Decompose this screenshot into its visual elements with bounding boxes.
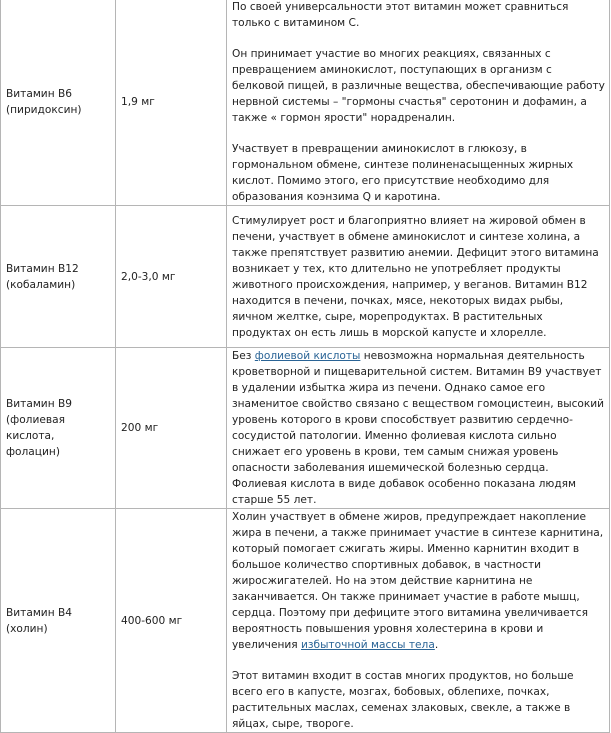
description-cell: [227, 348, 610, 509]
vitamin-name: Витамин В6: [6, 88, 72, 100]
table-row: [1, 0, 610, 206]
vitamin-name: Витамин В9: [6, 398, 72, 410]
excess-weight-link[interactable]: избыточной массы тела: [301, 639, 435, 651]
vitamin-dose: 2,0-3,0 мг: [121, 270, 176, 283]
table-row: [1, 348, 610, 509]
vitamin-name-cell: [1, 348, 116, 509]
description-paragraph: Стимулирует рост и благоприятно влияет на жировой обмен в печени, участвует в обмене аминокислот и синтезе холина, а также препятствует развитию анемии. Дефицит этого витамина возникает у тех, кто длительно не употребляет продукты животного происхождения, например, у веганов. Витамин В12 находится в печени, почках, мясе, некоторых видах рыбы, яичном желтке, сыре, морепродуктах. В растительных продуктах он есть лишь в морской капусте и хлорелле.: [232, 214, 599, 339]
vitamin-alt-name: (кобаламин): [6, 278, 76, 291]
vitamin-name: Витамин В4 (холин): [6, 606, 72, 635]
text-segment: .: [434, 639, 439, 651]
text-segment: Холин участвует в обмене жиров, предупреждает накопление жира в печени, а также принимает участие в синтезе карнитина, который помогает сжигать жиры. Именно карнитин входит в большое количество спортивных добавок, в частности жиросжигателей. Но на этом действие карнитина не заканчивается. Он также принимает участие в работе мышц, сердца. Поэтому при дефиците этого витамина увеличивается вероятность повышения уровня холестерина в крови и увеличения: [232, 511, 604, 651]
vitamin-dose: 1,9 мг: [121, 96, 155, 108]
vitamin-dose: 400-600 мг: [121, 614, 183, 627]
vitamin-alt-name: (фолиевая кислота, фолацин): [6, 414, 65, 458]
description-paragraph: [232, 509, 605, 653]
description-paragraph: Участвует в превращении аминокислот в глюкозу, в гормональном обмене, синтезе полиненасыщенных жирных кислот. Помимо этого, его присутствие необходимо для образования коэнзима Q и каротина.: [232, 143, 574, 203]
description-cell: [227, 206, 610, 348]
dose-cell: [116, 0, 227, 206]
folic-acid-link[interactable]: фолиевой кислоты: [254, 350, 361, 362]
table-row: [1, 509, 610, 733]
vitamin-name-cell: [1, 0, 116, 206]
vitamin-dose: 200 мг: [121, 422, 159, 434]
text-segment: Без: [232, 350, 255, 362]
description-paragraph: [232, 348, 605, 508]
vitamin-alt-name: (пиридоксин): [6, 104, 82, 116]
description-cell: [227, 509, 610, 733]
description-paragraph: По своей универсальности этот витамин может сравниться только с витамином С.: [232, 1, 569, 29]
vitamin-name-cell: [1, 509, 116, 733]
dose-cell: [116, 348, 227, 509]
dose-cell: [116, 206, 227, 348]
table-row: [1, 206, 610, 348]
description-paragraph: Он принимает участие во многих реакциях, связанных с превращением аминокислот, поступающих в организм с белковой пищей, в различные вещества, обеспечивающие работу нервной системы – "гормоны счастья" серотонин и дофамин, а также « гормон ярости" норадреналин.: [232, 48, 605, 124]
dose-cell: [116, 509, 227, 733]
text-segment: невозможна нормальная деятельность кроветворной и пищеварительной систем. Витамин В9 участвует в удалении избытка жира из печени. Однако самое его знаменитое свойство связано с веществом гомоцистеин, высокий уровень которого в крови способствует развитию сердечно-сосудистой патологии. Именно фолиевая кислота сильно снижает его уровень в крови, тем самым снижая уровень опасности заболевания ишемической болезнью сердца. Фолиевая кислота в виде добавок особенно показана людям старше 55 лет.: [232, 350, 605, 506]
vitamin-name-cell: [1, 206, 116, 348]
vitamin-name: Витамин В12: [6, 262, 79, 275]
description-cell: [227, 0, 610, 206]
description-paragraph: Этот витамин входит в состав многих продуктов, но больше всего его в капусте, мозгах, бобовых, облепихе, почках, растительных маслах, семенах злаковых, свекле, а также в яйцах, сыре, твороге.: [232, 670, 574, 730]
